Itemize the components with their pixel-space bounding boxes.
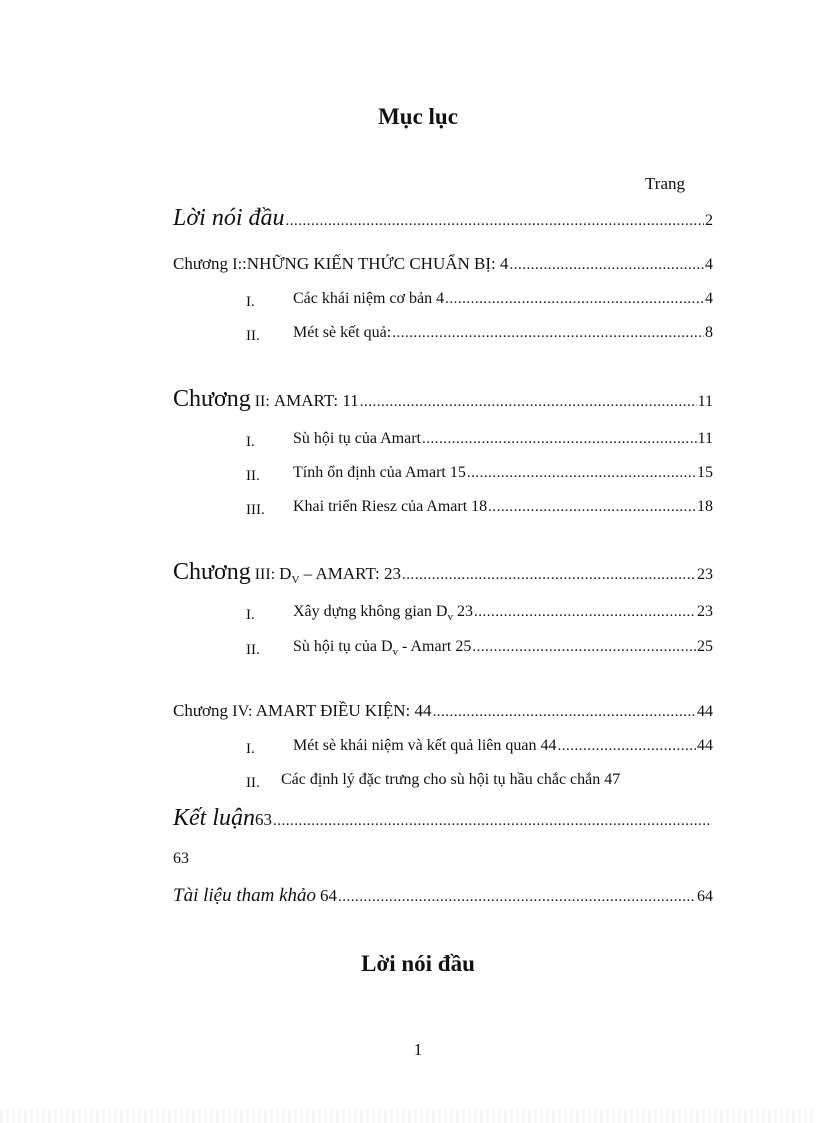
dot-leader [467,465,696,482]
section-label-text: 23 [452,603,473,620]
toc-page-number: 25 [697,638,713,655]
toc-page-number: 4 [705,290,713,307]
toc-entry-label: Tài liệu tham khảo [173,885,317,906]
section-number: II. [246,328,260,344]
dot-leader [286,213,705,230]
toc-page-number: 23 [697,566,713,583]
section-label: Sù hội tụ của Amart [293,430,421,447]
section-number: I. [246,434,255,450]
chapter-word: Chương [173,386,251,412]
toc-chapter-4[interactable] [173,701,713,721]
toc-chapter-1[interactable] [173,254,713,274]
toc-entry-label: Lời nói đầu [173,205,285,231]
dot-leader [360,394,697,411]
toc-chapter-3[interactable] [173,559,713,586]
toc-section[interactable] [246,737,713,755]
toc-page-number: 11 [697,430,713,447]
dot-leader [273,813,712,830]
section-label: Các khái niệm cơ bản 4 [293,290,445,307]
section-number: II. [246,468,260,484]
toc-section[interactable] [246,771,713,789]
toc-page-number: 44 [697,703,713,720]
chapter-word: Chương [173,701,229,720]
chapter-title: AMART: 11 [273,391,359,410]
dot-leader [472,639,696,656]
section-label [293,603,473,623]
section-number: II. [246,775,260,791]
page-title: Mục lục [378,104,458,129]
section-label: Các định lý đặc trưng cho sù hội tụ hầu chắc chắn 47 [281,771,621,788]
toc-section[interactable] [246,638,713,656]
toc-chapter-label [173,386,359,413]
section-number: I. [246,294,255,310]
chapter-number: II: [254,393,270,410]
page-number: 1 [413,1040,423,1059]
dot-leader [474,604,696,621]
dot-leader [433,704,697,721]
toc-entry-number: 64 [320,886,338,905]
chapter-title-text: D [279,564,292,583]
dot-leader [338,889,696,906]
section-label: Mét sè kết quả: [293,324,392,341]
toc-page-number: 23 [697,603,713,620]
toc-section[interactable] [246,464,713,482]
toc-chapter-2[interactable] [173,386,713,413]
chapter-title [279,564,401,586]
toc-page-number: 2 [705,212,713,229]
chapter-word: Chương [173,559,251,585]
toc-page-number: 4 [705,256,713,273]
toc-section[interactable] [246,498,713,516]
toc-section[interactable] [246,324,713,342]
toc-page-number: 11 [697,393,713,410]
chapter-word: Chương [173,254,229,273]
chapter-number: IV: [232,703,253,720]
chapter-number: III: [254,566,276,583]
toc-entry-references[interactable] [173,885,713,907]
dot-leader [445,291,704,308]
toc-section[interactable] [246,290,713,308]
toc-page-number: 18 [697,498,713,515]
dot-leader [422,431,697,448]
toc-chapter-label [173,701,432,721]
section-number: III. [246,502,265,518]
chapter-number: I: [232,256,243,273]
dot-leader [392,325,704,342]
section-label-text: Sù hội tụ của D [293,638,393,655]
toc-page-number: 8 [705,324,713,341]
toc-chapter-label [173,254,509,274]
section-number: II. [246,642,260,658]
page-column-header: Trang [645,174,685,193]
page-edge-divider [0,1109,816,1123]
section-label: Tính ổn định của Amart 15 [293,464,466,481]
toc-entry-conclusion[interactable] [173,805,713,832]
section-heading: Lời nói đầu [361,951,475,976]
toc-page-number: 44 [697,737,713,754]
section-number: I. [246,741,255,757]
toc-page-number: 63 [173,850,189,867]
dot-leader [557,738,696,755]
toc-section[interactable] [246,430,713,448]
toc-chapter-label [173,559,401,586]
section-label [293,638,472,658]
toc-entry-number: 63 [255,810,272,829]
section-label: Khai triển Riesz của Amart 18 [293,498,488,515]
dot-leader [488,499,696,516]
toc-entry-intro[interactable] [173,205,713,232]
subscript: V [291,574,300,586]
dot-leader [402,567,696,584]
section-number: I. [246,607,255,623]
subscript: v [392,646,399,658]
chapter-title: AMART ĐIỀU KIỆN: 44 [255,701,432,720]
toc-page-number: 15 [697,464,713,481]
dot-leader [510,257,705,274]
section-label: Mét sè khái niệm và kết quả liên quan 44 [293,737,557,754]
toc-page-number: 64 [697,888,713,905]
section-label-text: Xây dựng không gian D [293,603,448,620]
chapter-title: :NHỮNG KIẾN THỨC CHUẨN BỊ: 4 [242,254,509,273]
section-label-text: - Amart 25 [398,638,472,655]
chapter-title-text: – AMART: 23 [299,564,401,583]
toc-entry-label: Kết luận [173,805,255,831]
toc-section[interactable] [246,603,713,621]
subscript: v [447,611,453,623]
